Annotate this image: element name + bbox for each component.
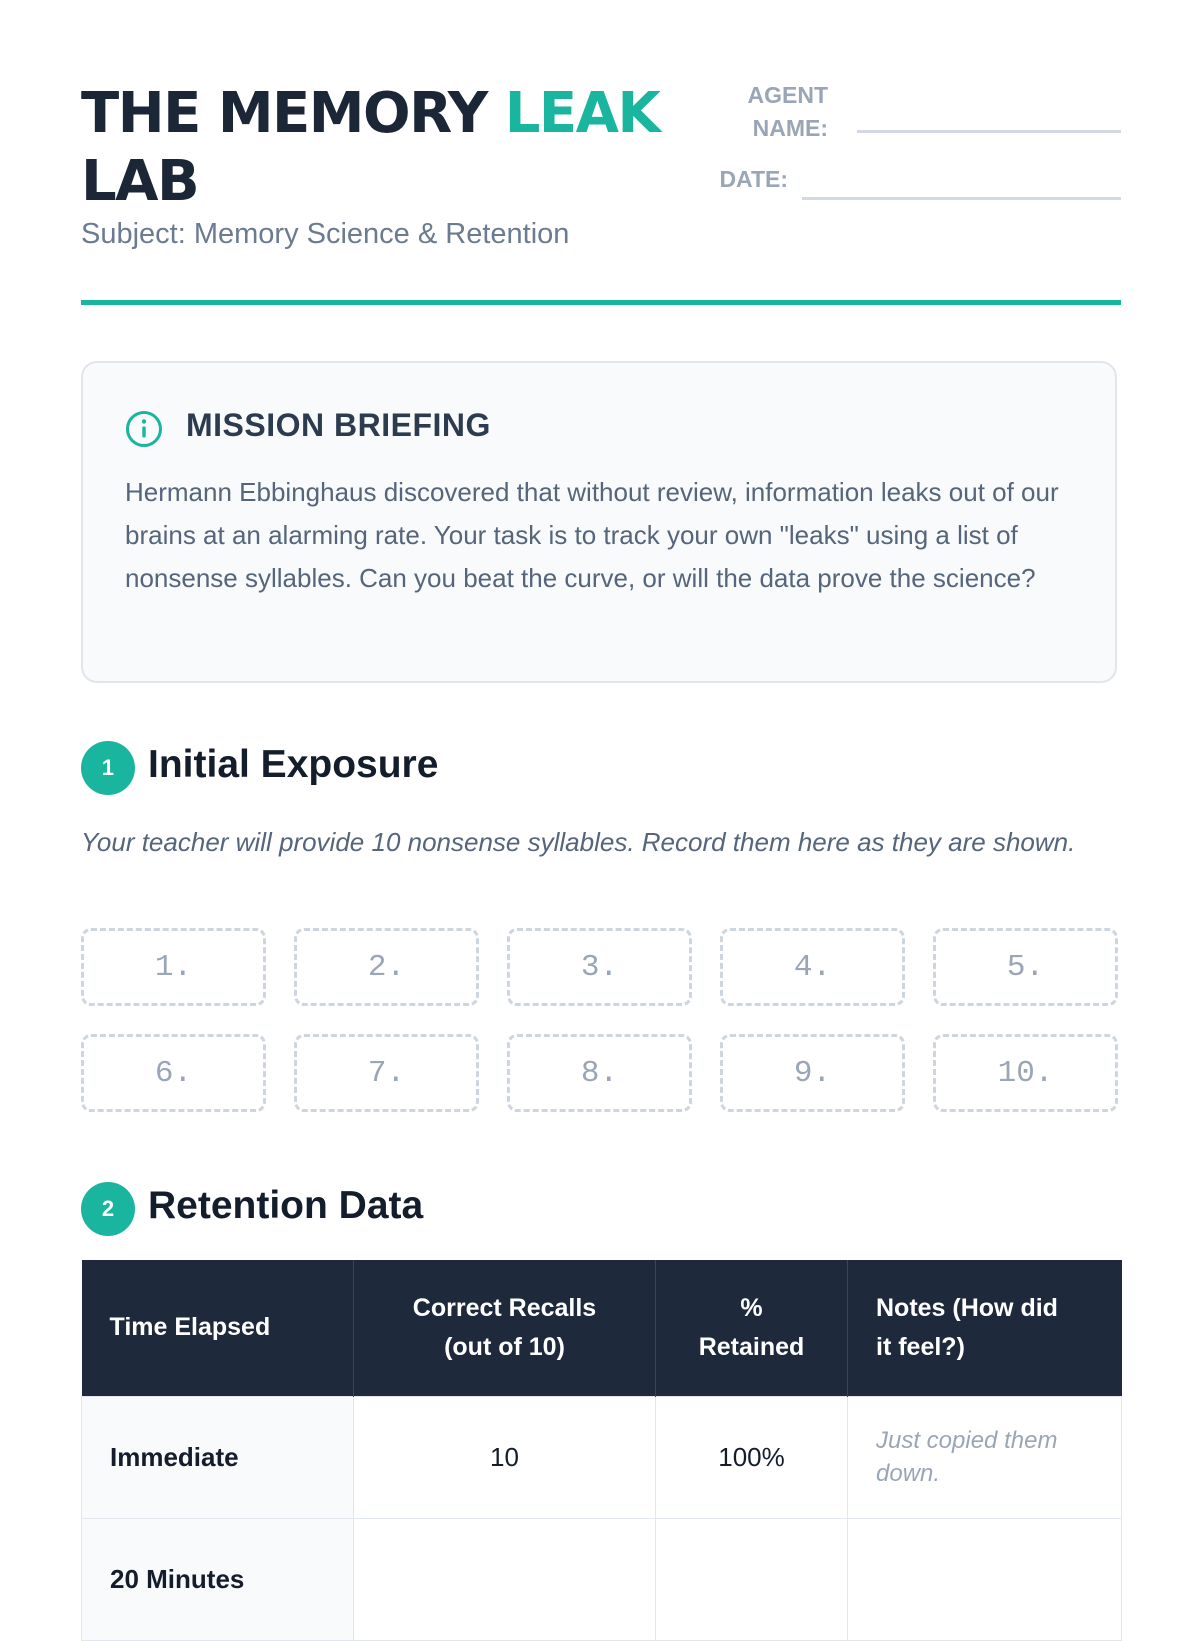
agent-label-line2: NAME: [752,115,828,141]
section-2-title: Retention Data [148,1184,424,1227]
info-icon [125,410,163,448]
row-recalls[interactable]: 10 [354,1396,656,1518]
row-time: 20 Minutes [82,1518,354,1640]
mission-briefing-card [81,361,1117,683]
agent-name-label [740,79,828,145]
section-1-title: Initial Exposure [148,743,439,786]
syllable-slot-6[interactable]: 6. [81,1034,266,1112]
col-time-elapsed: Time Elapsed [82,1260,354,1396]
section-2-badge: 2 [81,1182,135,1236]
col-recalls-line2: (out of 10) [444,1332,565,1361]
syllable-slot-2[interactable]: 2. [294,928,479,1006]
retention-table [81,1260,1121,1641]
col-percent-line2: Retained [698,1332,805,1361]
syllable-slot-1[interactable]: 1. [81,928,266,1006]
briefing-title: MISSION BRIEFING [186,407,491,443]
row-recalls[interactable] [354,1518,656,1640]
col-correct-recalls [354,1260,656,1396]
date-label: DATE: [719,166,788,192]
syllable-slot-9[interactable]: 9. [720,1034,905,1112]
briefing-text: Hermann Ebbinghaus discovered that without review, information leaks out of our brains at an alarming rate. Your task is to track your own "leaks" using a list of nonsense syllables. Can you beat the curve, or will the data prove the science? [125,477,1059,593]
row-note[interactable]: Just copied them down. [848,1396,1122,1518]
syllable-grid [81,928,1121,1112]
agent-label-line1: AGENT [747,82,828,108]
header-divider [81,300,1121,305]
row-note[interactable] [848,1518,1122,1640]
title-end: LAB [81,149,199,214]
syllable-slot-8[interactable]: 8. [507,1034,692,1112]
col-notes-line2: it feel?) [876,1332,965,1361]
agent-name-field[interactable] [857,130,1121,133]
section-1-badge: 1 [81,741,135,795]
row-percent[interactable]: 100% [656,1396,848,1518]
col-notes-line1: Notes (How did [876,1293,1058,1322]
page-title [81,80,721,216]
col-recalls-line1: Correct Recalls [412,1293,597,1322]
syllable-slot-10[interactable]: 10. [933,1034,1118,1112]
subject-line: Subject: Memory Science & Retention [81,218,570,250]
syllable-slot-5[interactable]: 5. [933,928,1118,1006]
row-time: Immediate [82,1396,354,1518]
syllable-slot-3[interactable]: 3. [507,928,692,1006]
syllable-slot-7[interactable]: 7. [294,1034,479,1112]
title-accent: LEAK [504,81,660,146]
table-row [82,1518,1122,1640]
date-field[interactable] [802,197,1121,200]
col-percent-line1: % [740,1293,763,1322]
table-header-row [82,1260,1122,1396]
section-1-instruction: Your teacher will provide 10 nonsense syllables. Record them here as they are shown. [81,827,1076,857]
table-row [82,1396,1122,1518]
col-notes [848,1260,1122,1396]
title-main: THE MEMORY [81,81,505,146]
row-percent[interactable] [656,1518,848,1640]
syllable-slot-4[interactable]: 4. [720,928,905,1006]
col-percent-retained [656,1260,848,1396]
